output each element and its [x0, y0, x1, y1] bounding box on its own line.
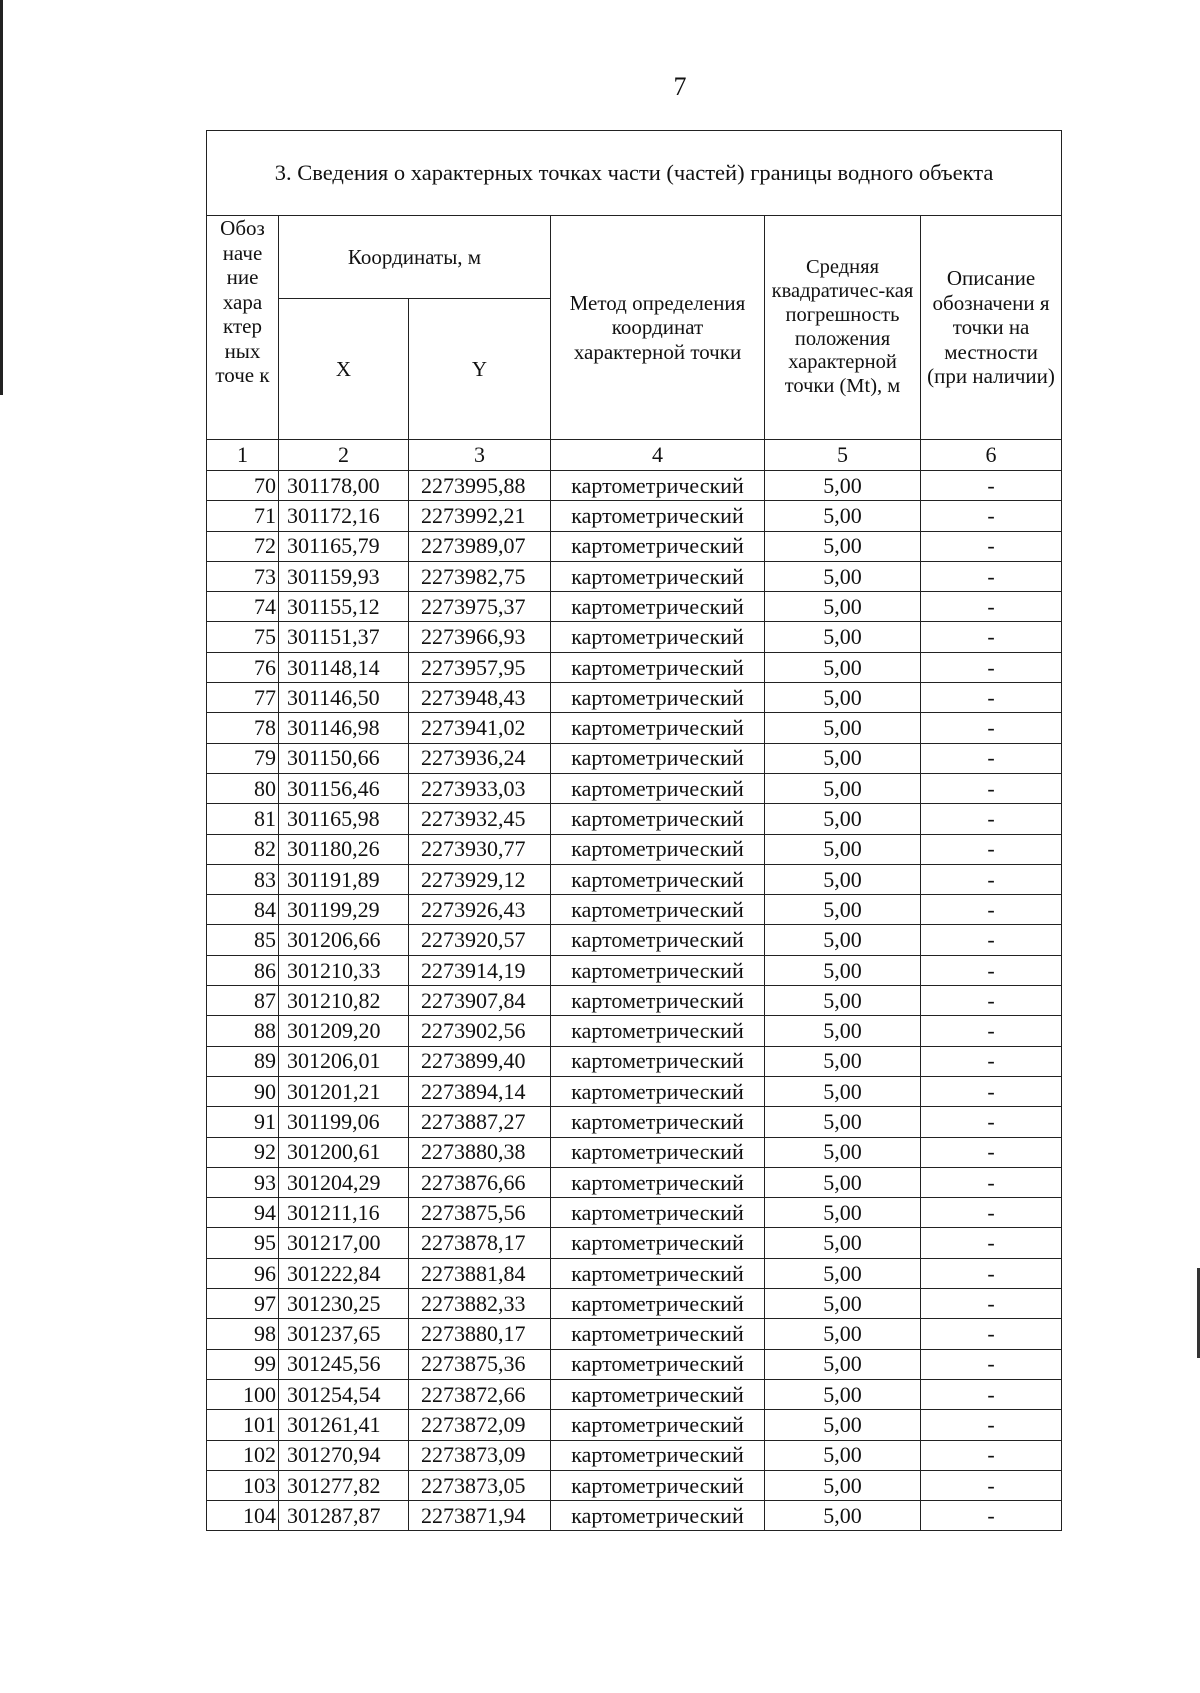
- description-cell: -: [921, 713, 1062, 743]
- x-coordinate-cell: 301206,01: [279, 1046, 409, 1076]
- error-cell: 5,00: [765, 1440, 921, 1470]
- table-row: [207, 1167, 1062, 1197]
- method-cell: картометрический: [551, 531, 765, 561]
- method-cell: картометрический: [551, 683, 765, 713]
- y-coordinate-cell: 2273995,88: [409, 471, 551, 501]
- x-coordinate-cell: 301156,46: [279, 773, 409, 803]
- point-id-cell: 70: [207, 471, 279, 501]
- error-cell: 5,00: [765, 743, 921, 773]
- y-coordinate-cell: 2273902,56: [409, 1016, 551, 1046]
- y-coordinate-cell: 2273907,84: [409, 986, 551, 1016]
- description-cell: -: [921, 652, 1062, 682]
- table-row: [207, 1107, 1062, 1137]
- y-coordinate-cell: 2273872,66: [409, 1379, 551, 1409]
- method-cell: картометрический: [551, 986, 765, 1016]
- point-id-cell: 103: [207, 1470, 279, 1500]
- point-id-cell: 78: [207, 713, 279, 743]
- x-coordinate-cell: 301204,29: [279, 1167, 409, 1197]
- error-cell: 5,00: [765, 1228, 921, 1258]
- method-cell: картометрический: [551, 1258, 765, 1288]
- table-row: [207, 592, 1062, 622]
- point-id-cell: 74: [207, 592, 279, 622]
- table-row: [207, 1410, 1062, 1440]
- point-id-cell: 93: [207, 1167, 279, 1197]
- header-y: Y: [409, 299, 551, 440]
- description-cell: -: [921, 1107, 1062, 1137]
- description-cell: -: [921, 531, 1062, 561]
- method-cell: картометрический: [551, 1470, 765, 1500]
- description-cell: -: [921, 773, 1062, 803]
- y-coordinate-cell: 2273873,05: [409, 1470, 551, 1500]
- x-coordinate-cell: 301210,33: [279, 955, 409, 985]
- header-x: X: [279, 299, 409, 440]
- column-number: 3: [409, 440, 551, 471]
- description-cell: -: [921, 1167, 1062, 1197]
- x-coordinate-cell: 301150,66: [279, 743, 409, 773]
- y-coordinate-cell: 2273873,09: [409, 1440, 551, 1470]
- error-cell: 5,00: [765, 471, 921, 501]
- table-row: [207, 1319, 1062, 1349]
- method-cell: картометрический: [551, 1228, 765, 1258]
- x-coordinate-cell: 301222,84: [279, 1258, 409, 1288]
- column-number-row: [207, 440, 1062, 471]
- y-coordinate-cell: 2273941,02: [409, 713, 551, 743]
- description-cell: -: [921, 743, 1062, 773]
- y-coordinate-cell: 2273871,94: [409, 1501, 551, 1531]
- table-row: [207, 1228, 1062, 1258]
- table-row: [207, 683, 1062, 713]
- method-cell: картометрический: [551, 895, 765, 925]
- table-row: [207, 834, 1062, 864]
- error-cell: 5,00: [765, 1076, 921, 1106]
- method-cell: картометрический: [551, 652, 765, 682]
- y-coordinate-cell: 2273876,66: [409, 1167, 551, 1197]
- error-cell: 5,00: [765, 773, 921, 803]
- description-cell: -: [921, 1016, 1062, 1046]
- method-cell: картометрический: [551, 1046, 765, 1076]
- table-row: [207, 1349, 1062, 1379]
- method-cell: картометрический: [551, 743, 765, 773]
- description-cell: -: [921, 864, 1062, 894]
- header-method: Метод определения координат характерной точки: [551, 216, 765, 440]
- point-id-cell: 94: [207, 1198, 279, 1228]
- method-cell: картометрический: [551, 804, 765, 834]
- point-id-cell: 87: [207, 986, 279, 1016]
- table-row: [207, 561, 1062, 591]
- header-point-id: Обоз наче ние хара ктер ных точе к: [207, 216, 279, 440]
- y-coordinate-cell: 2273929,12: [409, 864, 551, 894]
- y-coordinate-cell: 2273887,27: [409, 1107, 551, 1137]
- error-cell: 5,00: [765, 834, 921, 864]
- error-cell: 5,00: [765, 1258, 921, 1288]
- y-coordinate-cell: 2273878,17: [409, 1228, 551, 1258]
- error-cell: 5,00: [765, 1046, 921, 1076]
- y-coordinate-cell: 2273872,09: [409, 1410, 551, 1440]
- header-error: Средняя квадратичес-кая погрешность положения характерной точки (Mt), м: [765, 216, 921, 440]
- x-coordinate-cell: 301245,56: [279, 1349, 409, 1379]
- x-coordinate-cell: 301165,98: [279, 804, 409, 834]
- y-coordinate-cell: 2273933,03: [409, 773, 551, 803]
- point-id-cell: 91: [207, 1107, 279, 1137]
- column-number: 4: [551, 440, 765, 471]
- method-cell: картометрический: [551, 1379, 765, 1409]
- x-coordinate-cell: 301211,16: [279, 1198, 409, 1228]
- error-cell: 5,00: [765, 1198, 921, 1228]
- y-coordinate-cell: 2273881,84: [409, 1258, 551, 1288]
- table-row: [207, 1046, 1062, 1076]
- point-id-cell: 95: [207, 1228, 279, 1258]
- method-cell: картометрический: [551, 713, 765, 743]
- y-coordinate-cell: 2273875,36: [409, 1349, 551, 1379]
- method-cell: картометрический: [551, 1198, 765, 1228]
- error-cell: 5,00: [765, 1470, 921, 1500]
- x-coordinate-cell: 301199,29: [279, 895, 409, 925]
- header-description: Описание обозначени я точки на местности (при наличии): [921, 216, 1062, 440]
- x-coordinate-cell: 301217,00: [279, 1228, 409, 1258]
- y-coordinate-cell: 2273894,14: [409, 1076, 551, 1106]
- x-coordinate-cell: 301159,93: [279, 561, 409, 591]
- method-cell: картометрический: [551, 1410, 765, 1440]
- x-coordinate-cell: 301209,20: [279, 1016, 409, 1046]
- method-cell: картометрический: [551, 834, 765, 864]
- error-cell: 5,00: [765, 1167, 921, 1197]
- description-cell: -: [921, 1319, 1062, 1349]
- error-cell: 5,00: [765, 713, 921, 743]
- point-id-cell: 98: [207, 1319, 279, 1349]
- description-cell: -: [921, 1440, 1062, 1470]
- description-cell: -: [921, 1410, 1062, 1440]
- point-id-cell: 104: [207, 1501, 279, 1531]
- error-cell: 5,00: [765, 986, 921, 1016]
- description-cell: -: [921, 1046, 1062, 1076]
- y-coordinate-cell: 2273957,95: [409, 652, 551, 682]
- point-id-cell: 89: [207, 1046, 279, 1076]
- table-row: [207, 864, 1062, 894]
- point-id-cell: 80: [207, 773, 279, 803]
- y-coordinate-cell: 2273936,24: [409, 743, 551, 773]
- table-row: [207, 531, 1062, 561]
- table-row: [207, 1137, 1062, 1167]
- point-id-cell: 85: [207, 925, 279, 955]
- y-coordinate-cell: 2273932,45: [409, 804, 551, 834]
- method-cell: картометрический: [551, 1289, 765, 1319]
- x-coordinate-cell: 301148,14: [279, 652, 409, 682]
- description-cell: -: [921, 1258, 1062, 1288]
- y-coordinate-cell: 2273989,07: [409, 531, 551, 561]
- table-row: [207, 501, 1062, 531]
- description-cell: -: [921, 1137, 1062, 1167]
- error-cell: 5,00: [765, 1379, 921, 1409]
- x-coordinate-cell: 301200,61: [279, 1137, 409, 1167]
- method-cell: картометрический: [551, 561, 765, 591]
- point-id-cell: 88: [207, 1016, 279, 1046]
- point-id-cell: 83: [207, 864, 279, 894]
- error-cell: 5,00: [765, 925, 921, 955]
- method-cell: картометрический: [551, 471, 765, 501]
- description-cell: -: [921, 895, 1062, 925]
- x-coordinate-cell: 301151,37: [279, 622, 409, 652]
- x-coordinate-cell: 301146,98: [279, 713, 409, 743]
- table-row: [207, 743, 1062, 773]
- error-cell: 5,00: [765, 1410, 921, 1440]
- description-cell: -: [921, 1379, 1062, 1409]
- method-cell: картометрический: [551, 1107, 765, 1137]
- point-id-cell: 97: [207, 1289, 279, 1319]
- y-coordinate-cell: 2273875,56: [409, 1198, 551, 1228]
- point-id-cell: 75: [207, 622, 279, 652]
- error-cell: 5,00: [765, 501, 921, 531]
- error-cell: 5,00: [765, 804, 921, 834]
- y-coordinate-cell: 2273880,17: [409, 1319, 551, 1349]
- point-id-cell: 79: [207, 743, 279, 773]
- boundary-points-table: [206, 130, 1062, 1531]
- table-row: [207, 925, 1062, 955]
- header-coordinates: Координаты, м: [279, 216, 551, 299]
- error-cell: 5,00: [765, 592, 921, 622]
- error-cell: 5,00: [765, 531, 921, 561]
- column-number: 5: [765, 440, 921, 471]
- description-cell: -: [921, 622, 1062, 652]
- x-coordinate-cell: 301206,66: [279, 925, 409, 955]
- point-id-cell: 71: [207, 501, 279, 531]
- table-row: [207, 955, 1062, 985]
- y-coordinate-cell: 2273948,43: [409, 683, 551, 713]
- point-id-cell: 100: [207, 1379, 279, 1409]
- description-cell: -: [921, 471, 1062, 501]
- table-row: [207, 622, 1062, 652]
- description-cell: -: [921, 683, 1062, 713]
- x-coordinate-cell: 301261,41: [279, 1410, 409, 1440]
- table-row: [207, 1258, 1062, 1288]
- description-cell: -: [921, 1198, 1062, 1228]
- y-coordinate-cell: 2273926,43: [409, 895, 551, 925]
- x-coordinate-cell: 301178,00: [279, 471, 409, 501]
- y-coordinate-cell: 2273975,37: [409, 592, 551, 622]
- x-coordinate-cell: 301277,82: [279, 1470, 409, 1500]
- point-id-cell: 82: [207, 834, 279, 864]
- method-cell: картометрический: [551, 1349, 765, 1379]
- description-cell: -: [921, 561, 1062, 591]
- point-id-cell: 99: [207, 1349, 279, 1379]
- y-coordinate-cell: 2273966,93: [409, 622, 551, 652]
- x-coordinate-cell: 301210,82: [279, 986, 409, 1016]
- description-cell: -: [921, 592, 1062, 622]
- method-cell: картометрический: [551, 1167, 765, 1197]
- error-cell: 5,00: [765, 683, 921, 713]
- description-cell: -: [921, 986, 1062, 1016]
- point-id-cell: 86: [207, 955, 279, 985]
- table-row: [207, 773, 1062, 803]
- scan-edge-mark-left: [0, 0, 3, 395]
- x-coordinate-cell: 301155,12: [279, 592, 409, 622]
- method-cell: картометрический: [551, 864, 765, 894]
- table-row: [207, 1289, 1062, 1319]
- table-row: [207, 1076, 1062, 1106]
- method-cell: картометрический: [551, 592, 765, 622]
- x-coordinate-cell: 301172,16: [279, 501, 409, 531]
- method-cell: картометрический: [551, 955, 765, 985]
- table-row: [207, 713, 1062, 743]
- point-id-cell: 73: [207, 561, 279, 591]
- y-coordinate-cell: 2273880,38: [409, 1137, 551, 1167]
- error-cell: 5,00: [765, 1107, 921, 1137]
- x-coordinate-cell: 301230,25: [279, 1289, 409, 1319]
- method-cell: картометрический: [551, 622, 765, 652]
- table-row: [207, 1016, 1062, 1046]
- point-id-cell: 90: [207, 1076, 279, 1106]
- table-row: [207, 1379, 1062, 1409]
- column-number: 1: [207, 440, 279, 471]
- x-coordinate-cell: 301146,50: [279, 683, 409, 713]
- error-cell: 5,00: [765, 1289, 921, 1319]
- y-coordinate-cell: 2273992,21: [409, 501, 551, 531]
- description-cell: -: [921, 1076, 1062, 1106]
- table-body: [207, 471, 1062, 1531]
- error-cell: 5,00: [765, 1349, 921, 1379]
- description-cell: -: [921, 834, 1062, 864]
- table-row: [207, 471, 1062, 501]
- error-cell: 5,00: [765, 1319, 921, 1349]
- error-cell: 5,00: [765, 955, 921, 985]
- description-cell: -: [921, 1501, 1062, 1531]
- description-cell: -: [921, 501, 1062, 531]
- point-id-cell: 92: [207, 1137, 279, 1167]
- table-row: [207, 804, 1062, 834]
- table-row: [207, 1198, 1062, 1228]
- method-cell: картометрический: [551, 1501, 765, 1531]
- table-title: 3. Сведения о характерных точках части (частей) границы водного объекта: [207, 131, 1062, 216]
- method-cell: картометрический: [551, 501, 765, 531]
- description-cell: -: [921, 1289, 1062, 1319]
- method-cell: картометрический: [551, 1137, 765, 1167]
- description-cell: -: [921, 1470, 1062, 1500]
- table-row: [207, 986, 1062, 1016]
- error-cell: 5,00: [765, 1137, 921, 1167]
- table-row: [207, 1501, 1062, 1531]
- description-cell: -: [921, 804, 1062, 834]
- x-coordinate-cell: 301287,87: [279, 1501, 409, 1531]
- description-cell: -: [921, 955, 1062, 985]
- error-cell: 5,00: [765, 652, 921, 682]
- y-coordinate-cell: 2273914,19: [409, 955, 551, 985]
- description-cell: -: [921, 925, 1062, 955]
- error-cell: 5,00: [765, 864, 921, 894]
- y-coordinate-cell: 2273882,33: [409, 1289, 551, 1319]
- point-id-cell: 72: [207, 531, 279, 561]
- y-coordinate-cell: 2273899,40: [409, 1046, 551, 1076]
- point-id-cell: 77: [207, 683, 279, 713]
- y-coordinate-cell: 2273982,75: [409, 561, 551, 591]
- error-cell: 5,00: [765, 561, 921, 591]
- point-id-cell: 76: [207, 652, 279, 682]
- x-coordinate-cell: 301270,94: [279, 1440, 409, 1470]
- page-number: 7: [673, 72, 687, 101]
- error-cell: 5,00: [765, 1501, 921, 1531]
- point-id-cell: 102: [207, 1440, 279, 1470]
- y-coordinate-cell: 2273930,77: [409, 834, 551, 864]
- method-cell: картометрический: [551, 1016, 765, 1046]
- x-coordinate-cell: 301237,65: [279, 1319, 409, 1349]
- point-id-cell: 101: [207, 1410, 279, 1440]
- column-number: 2: [279, 440, 409, 471]
- method-cell: картометрический: [551, 1319, 765, 1349]
- x-coordinate-cell: 301199,06: [279, 1107, 409, 1137]
- method-cell: картометрический: [551, 1440, 765, 1470]
- x-coordinate-cell: 301180,26: [279, 834, 409, 864]
- x-coordinate-cell: 301165,79: [279, 531, 409, 561]
- x-coordinate-cell: 301254,54: [279, 1379, 409, 1409]
- point-id-cell: 81: [207, 804, 279, 834]
- table-row: [207, 1440, 1062, 1470]
- description-cell: -: [921, 1228, 1062, 1258]
- table-row: [207, 1470, 1062, 1500]
- error-cell: 5,00: [765, 622, 921, 652]
- table-row: [207, 652, 1062, 682]
- x-coordinate-cell: 301201,21: [279, 1076, 409, 1106]
- method-cell: картометрический: [551, 1076, 765, 1106]
- point-id-cell: 96: [207, 1258, 279, 1288]
- error-cell: 5,00: [765, 1016, 921, 1046]
- method-cell: картометрический: [551, 773, 765, 803]
- point-id-cell: 84: [207, 895, 279, 925]
- error-cell: 5,00: [765, 895, 921, 925]
- description-cell: -: [921, 1349, 1062, 1379]
- column-number: 6: [921, 440, 1062, 471]
- method-cell: картометрический: [551, 925, 765, 955]
- x-coordinate-cell: 301191,89: [279, 864, 409, 894]
- table-row: [207, 895, 1062, 925]
- y-coordinate-cell: 2273920,57: [409, 925, 551, 955]
